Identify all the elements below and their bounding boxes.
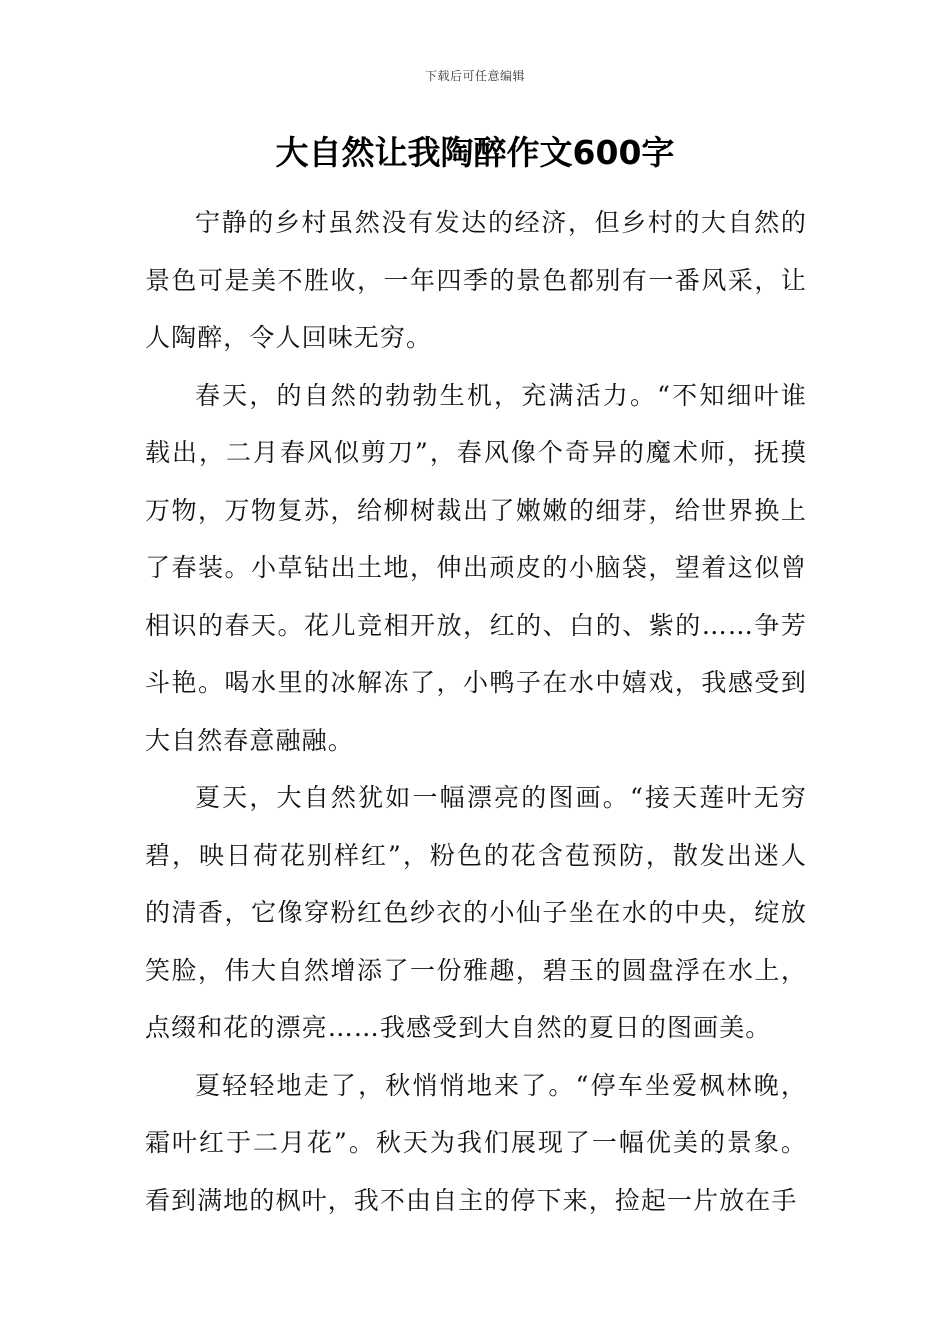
document-title: 大自然让我陶醉作文600字 — [275, 133, 675, 172]
header-note: 下载后可任意编辑 — [424, 69, 525, 83]
paragraph-intro: 宁静的乡村虽然没有发达的经济，但乡村的大自然的景色可是美不胜收，一年四季的景色都别有一番风采，让人陶醉，令人回味无穷。 — [145, 208, 807, 352]
document-body — [145, 194, 807, 1229]
paragraph-autumn: 夏轻轻地走了，秋悄悄地来了。“停车坐爱枫林晚，霜叶红于二月花”。秋天为我们展现了一幅优美的景象。看到满地的枫叶，我不由自主的停下来，捡起一片放在手 — [145, 1070, 807, 1215]
paragraph-summer: 夏天，大自然犹如一幅漂亮的图画。“接天莲叶无穷碧，映日荷花别样红”，粉色的花含苞预防，散发出迷人的清香，它像穿粉红色纱衣的小仙子坐在水的中央，绽放笑脸，伟大自然增添了一份雅趣，碧玉的圆盘浮在水上，点缀和花的漂亮……我感受到大自然的夏日的图画美。 — [145, 783, 807, 1042]
paragraph-spring: 春天，的自然的勃勃生机，充满活力。“不知细叶谁载出，二月春风似剪刀”，春风像个奇异的魔术师，抚摸万物，万物复苏，给柳树裁出了嫩嫩的细芽，给世界换上了春装。小草钻出土地，伸出顽皮的小脑袋，望着这似曾相识的春天。花儿竞相开放，红的、白的、紫的……争芳斗艳。喝水里的冰解冻了，小鸭子在水中嬉戏，我感受到大自然春意融融。 — [145, 380, 807, 755]
